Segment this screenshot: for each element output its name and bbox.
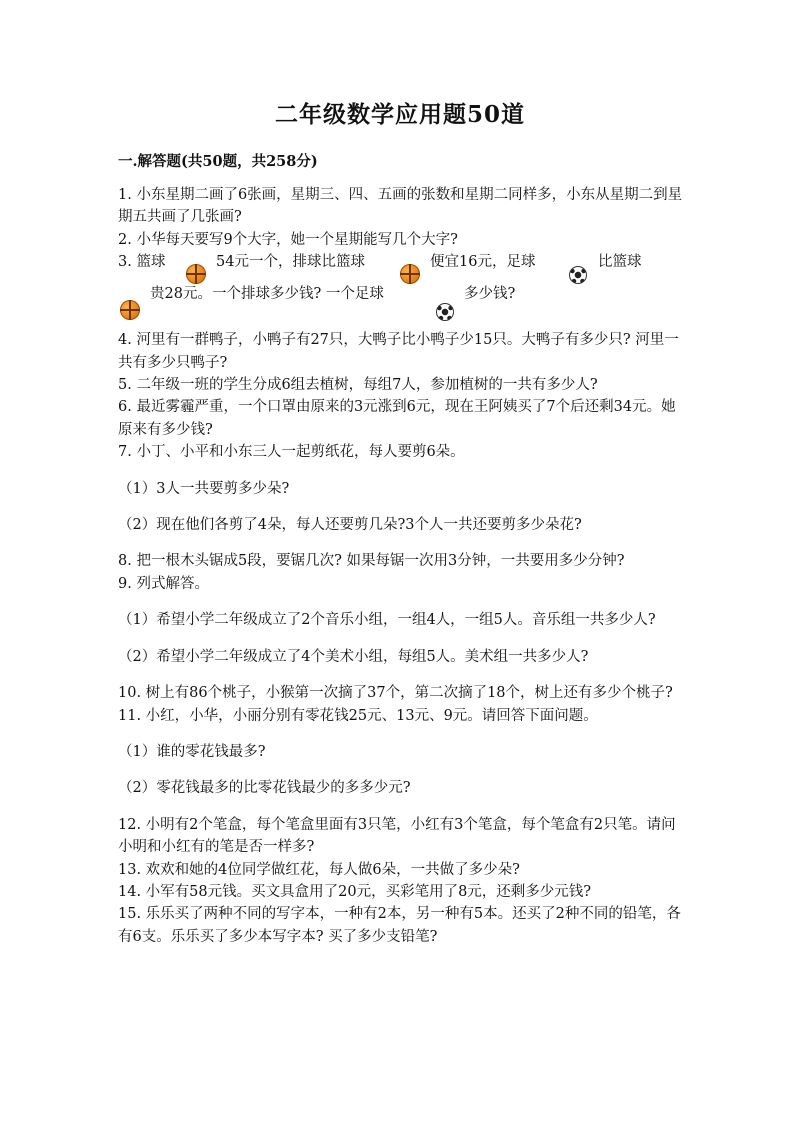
basketball-icon — [120, 300, 140, 320]
question-7-part-1: （1）3人一共要剪多少朵? — [118, 480, 290, 497]
question-11-part-1: （1）谁的零花钱最多? — [118, 743, 266, 760]
question-9-part-2: （2）希望小学二年级成立了4个美术小组，每组5人。美术组一共多少人? — [118, 648, 589, 665]
football-icon — [569, 266, 587, 284]
q3-text-2: 54元一个，排球比篮球 — [216, 254, 365, 271]
question-11-part-2: （2）零花钱最多的比零花钱最少的多多少元? — [118, 780, 411, 797]
question-7-part-2: （2）现在他们各剪了4朵，每人还要剪几朵?3个人一共还要剪多少朵花? — [118, 517, 582, 534]
question-3 — [118, 251, 684, 329]
basketball-icon — [186, 264, 206, 284]
question-2: 2. 小华每天要写9个大字，她一个星期能写几个大字? — [118, 231, 458, 248]
question-11: 11. 小红，小华，小丽分别有零花钱25元、13元、9元。请回答下面问题。 — [118, 707, 598, 724]
question-4: 4. 河里有一群鸭子，小鸭子有27只，大鸭子比小鸭子少15只。大鸭子有多少只? 河里一共有多少只鸭子? — [118, 332, 679, 371]
question-list — [118, 184, 684, 948]
q3-text-3: 便宜16元，足球 — [430, 254, 536, 271]
page-title: 二年级数学应用题50道 — [274, 101, 525, 128]
section-heading: 一.解答题(共50题，共258分) — [118, 153, 318, 170]
question-9-part-1: （1）希望小学二年级成立了2个音乐小组，一组4人，一组5人。音乐组一共多少人? — [118, 612, 656, 629]
q3-text-5: 贵28元。一个排球多少钱? 一个足球 — [150, 286, 384, 303]
question-10: 10. 树上有86个桃子，小猴第一次摘了37个，第二次摘了18个，树上还有多少个桃子? — [118, 685, 673, 702]
question-12: 12. 小明有2个笔盒，每个笔盒里面有3只笔，小红有3个笔盒，每个笔盒有2只笔。请问小明和小红有的笔是否一样多? — [118, 816, 676, 856]
basketball-icon — [400, 264, 420, 284]
q3-text-1: 3. 篮球 — [118, 254, 166, 271]
question-8: 8. 把一根木头锯成5段，要锯几次? 如果每锯一次用3分钟，一共要用多少分钟? — [118, 553, 625, 570]
question-13: 13. 欢欢和她的4位同学做红花，每人做6朵，一共做了多少朵? — [118, 861, 520, 878]
question-1: 1. 小东星期二画了6张画，星期三、四、五画的张数和星期二同样多，小东从星期二到星期五共画了几张画? — [118, 187, 683, 226]
q3-text-4: 比篮球 — [598, 254, 642, 271]
football-icon — [436, 303, 454, 321]
q3-text-6: 多少钱? — [464, 286, 516, 303]
question-14: 14. 小军有58元钱。买文具盒用了20元，买彩笔用了8元，还剩多少元钱? — [118, 883, 592, 900]
question-5: 5. 二年级一班的学生分成6组去植树，每组7人，参加植树的一共有多少人? — [118, 377, 598, 394]
question-7: 7. 小丁、小平和小东三人一起剪纸花，每人要剪6朵。 — [118, 444, 465, 461]
question-9: 9. 列式解答。 — [118, 575, 209, 592]
question-6: 6. 最近雾霾严重，一个口罩由原来的3元涨到6元，现在王阿姨买了7个后还剩34元。她原来有多少钱? — [118, 399, 676, 438]
question-15: 15. 乐乐买了两种不同的写字本，一种有2本，另一种有5本。还买了2种不同的铅笔，各有6支。乐乐买了多少本写字本? 买了多少支铅笔? — [118, 906, 681, 945]
